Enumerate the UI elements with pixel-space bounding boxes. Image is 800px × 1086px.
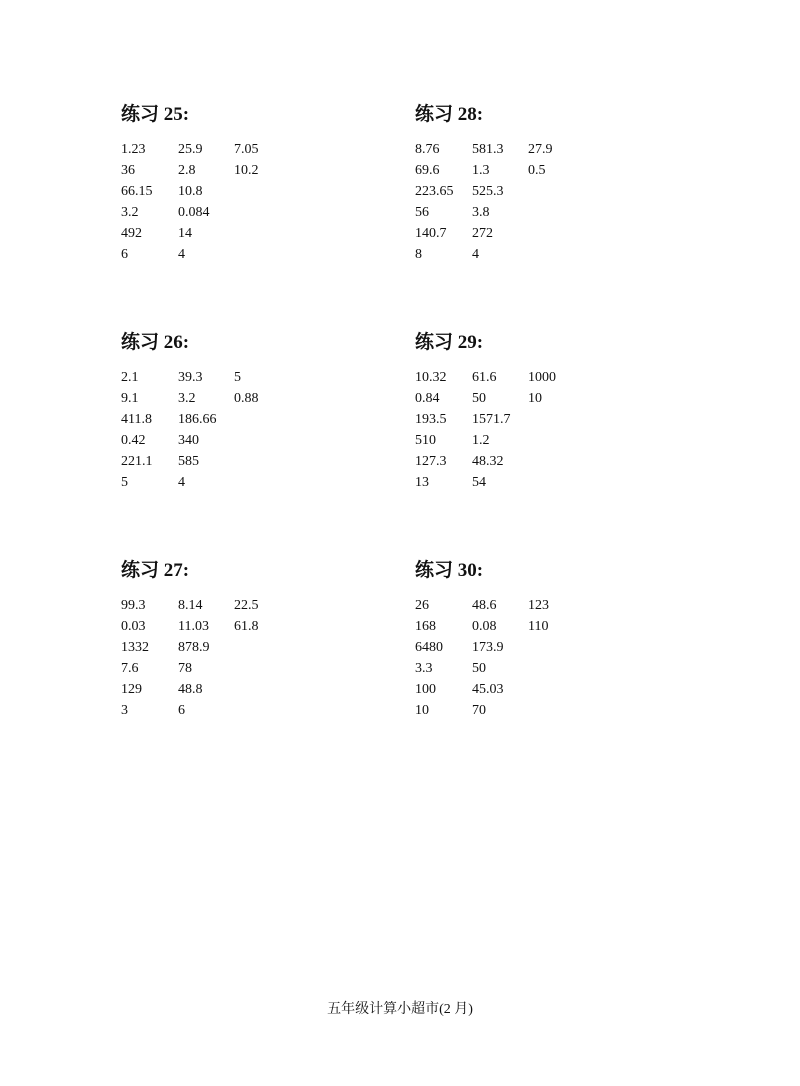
answer-row xyxy=(121,679,421,700)
answer-value: 525.3 xyxy=(472,184,504,199)
answer-row xyxy=(121,139,421,160)
answer-row xyxy=(415,430,715,451)
answer-value: 221.1 xyxy=(121,454,153,469)
answer-value: 2.8 xyxy=(178,163,196,178)
answer-row xyxy=(415,451,715,472)
exercise-title: 练习 29: xyxy=(415,332,484,353)
answer-row xyxy=(121,595,421,616)
answer-value: 6480 xyxy=(415,640,443,655)
answer-row xyxy=(121,244,421,265)
answer-value: 223.65 xyxy=(415,184,454,199)
answer-row xyxy=(415,616,715,637)
answer-value: 1000 xyxy=(528,370,556,385)
answer-value: 140.7 xyxy=(415,226,447,241)
exercise-block xyxy=(415,558,715,721)
answer-value: 8 xyxy=(415,247,422,262)
answer-row xyxy=(415,223,715,244)
answer-row xyxy=(121,181,421,202)
answer-row xyxy=(415,658,715,679)
answer-value: 3.3 xyxy=(415,661,433,676)
answer-row xyxy=(415,244,715,265)
answer-row xyxy=(121,451,421,472)
answer-value: 1.23 xyxy=(121,142,146,157)
answer-value: 173.9 xyxy=(472,640,504,655)
answer-row xyxy=(415,388,715,409)
answer-value: 4 xyxy=(178,475,185,490)
answer-value: 45.03 xyxy=(472,682,504,697)
answer-value: 0.88 xyxy=(234,391,259,406)
answer-value: 123 xyxy=(528,598,549,613)
answer-value: 48.6 xyxy=(472,598,497,613)
exercise-block xyxy=(415,102,715,265)
answer-row xyxy=(415,139,715,160)
answer-value: 6 xyxy=(178,703,185,718)
answer-value: 3.2 xyxy=(178,391,196,406)
answer-row xyxy=(121,616,421,637)
answer-value: 56 xyxy=(415,205,429,220)
answer-value: 78 xyxy=(178,661,192,676)
answer-row xyxy=(121,160,421,181)
answer-value: 27.9 xyxy=(528,142,553,157)
exercise-title: 练习 25: xyxy=(121,104,190,125)
answer-value: 7.6 xyxy=(121,661,139,676)
answer-value: 11.03 xyxy=(178,619,209,634)
answer-value: 1332 xyxy=(121,640,149,655)
answer-value: 8.76 xyxy=(415,142,440,157)
answer-value: 22.5 xyxy=(234,598,259,613)
exercise-block xyxy=(121,330,421,493)
exercise-block xyxy=(415,330,715,493)
answer-row xyxy=(121,658,421,679)
answer-value: 26 xyxy=(415,598,429,613)
answer-value: 1.2 xyxy=(472,433,490,448)
answer-value: 129 xyxy=(121,682,142,697)
exercise-title: 练习 27: xyxy=(121,560,190,581)
answer-row xyxy=(415,202,715,223)
answer-row xyxy=(121,472,421,493)
answer-value: 10 xyxy=(415,703,429,718)
answer-row xyxy=(121,430,421,451)
answer-value: 13 xyxy=(415,475,429,490)
answer-row xyxy=(415,181,715,202)
answer-row xyxy=(121,223,421,244)
answer-grid xyxy=(121,367,421,493)
answer-row xyxy=(415,700,715,721)
answer-row xyxy=(121,202,421,223)
answer-value: 272 xyxy=(472,226,493,241)
answer-value: 0.84 xyxy=(415,391,440,406)
answer-value: 4 xyxy=(472,247,479,262)
answer-value: 36 xyxy=(121,163,135,178)
answer-value: 0.08 xyxy=(472,619,497,634)
answer-value: 48.32 xyxy=(472,454,504,469)
answer-row xyxy=(415,472,715,493)
answer-value: 50 xyxy=(472,391,486,406)
answer-value: 168 xyxy=(415,619,436,634)
answer-value: 69.6 xyxy=(415,163,440,178)
answer-value: 50 xyxy=(472,661,486,676)
answer-grid xyxy=(415,367,715,493)
answer-value: 585 xyxy=(178,454,199,469)
answer-grid xyxy=(415,139,715,265)
answer-value: 25.9 xyxy=(178,142,203,157)
answer-value: 3.8 xyxy=(472,205,490,220)
answer-value: 8.14 xyxy=(178,598,203,613)
answer-row xyxy=(415,679,715,700)
answer-value: 581.3 xyxy=(472,142,504,157)
answer-value: 39.3 xyxy=(178,370,203,385)
answer-row xyxy=(121,637,421,658)
answer-row xyxy=(415,595,715,616)
exercise-block xyxy=(121,102,421,265)
page-footer: 五年级计算小超市(2 月) xyxy=(327,1002,473,1017)
answer-grid xyxy=(121,595,421,721)
answer-value: 70 xyxy=(472,703,486,718)
answer-value: 14 xyxy=(178,226,192,241)
answer-value: 61.6 xyxy=(472,370,497,385)
answer-value: 510 xyxy=(415,433,436,448)
answer-value: 1.3 xyxy=(472,163,490,178)
answer-value: 127.3 xyxy=(415,454,447,469)
answer-value: 110 xyxy=(528,619,549,634)
answer-value: 66.15 xyxy=(121,184,153,199)
answer-value: 10.8 xyxy=(178,184,203,199)
answer-value: 0.03 xyxy=(121,619,146,634)
answer-value: 0.42 xyxy=(121,433,146,448)
answer-value: 2.1 xyxy=(121,370,139,385)
answer-value: 340 xyxy=(178,433,199,448)
answer-value: 186.66 xyxy=(178,412,217,427)
exercise-block xyxy=(121,558,421,721)
answer-value: 1571.7 xyxy=(472,412,511,427)
answer-row xyxy=(415,160,715,181)
answer-value: 61.8 xyxy=(234,619,259,634)
answer-row xyxy=(121,367,421,388)
answer-row xyxy=(121,409,421,430)
answer-grid xyxy=(415,595,715,721)
answer-value: 10.32 xyxy=(415,370,447,385)
answer-value: 100 xyxy=(415,682,436,697)
answer-value: 10 xyxy=(528,391,542,406)
answer-value: 4 xyxy=(178,247,185,262)
answer-value: 5 xyxy=(234,370,241,385)
exercise-title: 练习 26: xyxy=(121,332,190,353)
answer-row xyxy=(415,409,715,430)
answer-value: 54 xyxy=(472,475,486,490)
answer-row xyxy=(121,700,421,721)
answer-value: 9.1 xyxy=(121,391,139,406)
answer-value: 3 xyxy=(121,703,128,718)
answer-value: 99.3 xyxy=(121,598,146,613)
exercise-title: 练习 30: xyxy=(415,560,484,581)
answer-row xyxy=(415,637,715,658)
answer-grid xyxy=(121,139,421,265)
answer-value: 0.084 xyxy=(178,205,210,220)
answer-value: 5 xyxy=(121,475,128,490)
answer-value: 0.5 xyxy=(528,163,546,178)
answer-value: 10.2 xyxy=(234,163,259,178)
answer-value: 193.5 xyxy=(415,412,447,427)
answer-value: 48.8 xyxy=(178,682,203,697)
answer-row xyxy=(121,388,421,409)
answer-value: 3.2 xyxy=(121,205,139,220)
answer-value: 7.05 xyxy=(234,142,259,157)
answer-row xyxy=(415,367,715,388)
answer-value: 6 xyxy=(121,247,128,262)
answer-value: 411.8 xyxy=(121,412,152,427)
answer-value: 878.9 xyxy=(178,640,210,655)
exercise-title: 练习 28: xyxy=(415,104,484,125)
answer-value: 492 xyxy=(121,226,142,241)
